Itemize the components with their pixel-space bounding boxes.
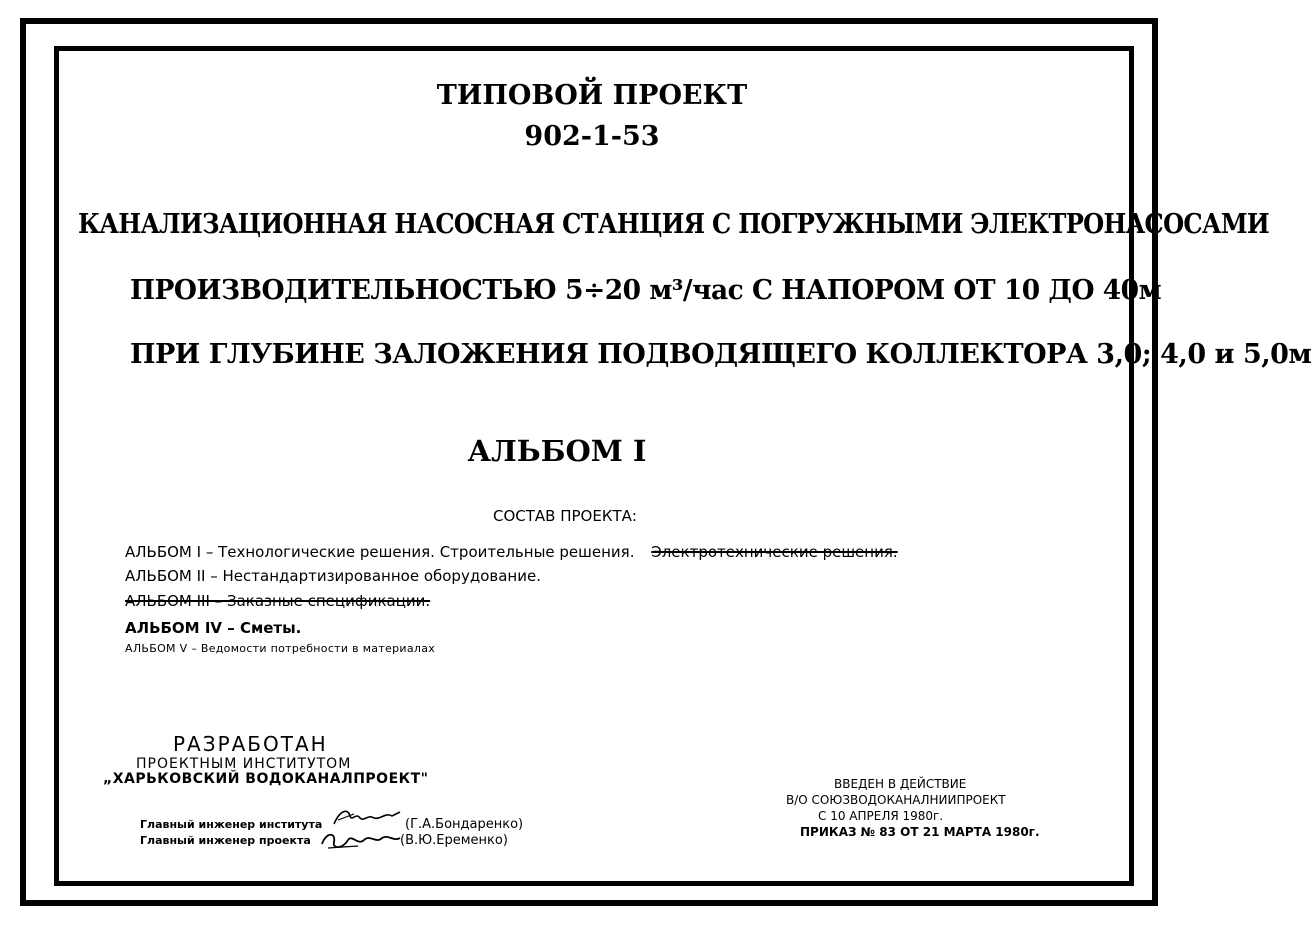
developer-heading: РАЗРАБОТАН — [173, 732, 328, 756]
type-label: ТИПОВОЙ ПРОЕКТ — [436, 80, 748, 111]
project-number: 902-1-53 — [524, 121, 660, 152]
signature-name-2: (В.Ю.Еременко) — [400, 833, 508, 848]
developer-line-2: „ХАРЬКОВСКИЙ ВОДОКАНАЛПРОЕКТ" — [103, 771, 429, 787]
title-line-2: ПРОИЗВОДИТЕЛЬНОСТЬЮ 5÷20 м³/час С НАПОРОМ ОТ 10 ДО 40м — [130, 275, 1162, 306]
developer-line-1: ПРОЕКТНЫМ ИНСТИТУТОМ — [136, 756, 352, 772]
composition-item-1-struck: Электротехнические решения. — [651, 543, 898, 561]
composition-item-3: АЛЬБОМ III – Заказные спецификации. — [125, 592, 431, 610]
composition-item-4: АЛЬБОМ IV – Сметы. — [125, 619, 302, 637]
enactment-line-1: ВВЕДЕН В ДЕЙСТВИЕ — [834, 777, 967, 791]
title-line-1: КАНАЛИЗАЦИОННАЯ НАСОСНАЯ СТАНЦИЯ С ПОГРУЖНЫМИ ЭЛЕКТРОНАСОСАМИ — [78, 209, 1270, 240]
enactment-line-2: В/О СОЮЗВОДОКАНАЛНИИПРОЕКТ — [786, 793, 1006, 807]
signature-role-2: Главный инженер проекта — [140, 834, 311, 847]
signature-role-1: Главный инженер института — [140, 818, 323, 831]
signature-name-1: (Г.А.Бондаренко) — [405, 817, 524, 832]
album-title: АЛЬБОМ I — [467, 434, 647, 468]
signature-handwritten-2 — [318, 828, 403, 854]
composition-item-1-label: АЛЬБОМ I – Технологические решения. Строительные решения. — [125, 543, 635, 561]
title-line-3: ПРИ ГЛУБИНЕ ЗАЛОЖЕНИЯ ПОДВОДЯЩЕГО КОЛЛЕКТОРА 3,0; 4,0 и 5,0м — [130, 339, 1311, 370]
composition-item-5: АЛЬБОМ V – Ведомости потребности в материалах — [125, 642, 436, 655]
enactment-line-4: ПРИКАЗ № 83 ОТ 21 МАРТА 1980г. — [800, 825, 1040, 839]
enactment-line-3: С 10 АПРЕЛЯ 1980г. — [818, 809, 944, 823]
signature-handwritten-1 — [330, 806, 405, 830]
composition-item-1 — [125, 545, 898, 560]
composition-heading: СОСТАВ ПРОЕКТА: — [493, 507, 637, 525]
composition-item-2: АЛЬБОМ II – Нестандартизированное оборудование. — [125, 567, 541, 585]
